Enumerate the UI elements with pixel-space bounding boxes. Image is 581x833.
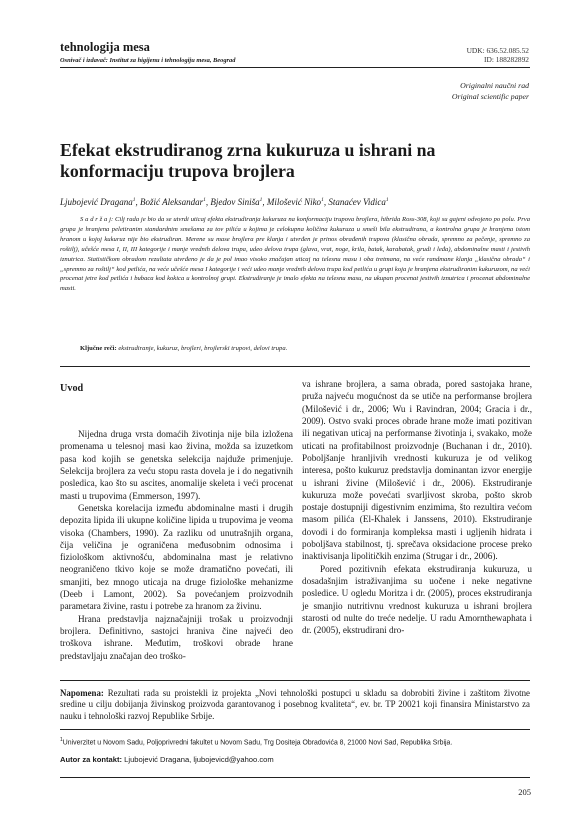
- abstract-rule: [60, 366, 530, 367]
- column-right: [302, 378, 532, 637]
- abstract-label: S a d r ž a j:: [80, 216, 114, 223]
- author-name: Ljubojević Dragana: [60, 197, 133, 207]
- paper-type-en: Original scientific paper: [451, 92, 529, 101]
- funding-note: [60, 688, 530, 722]
- column-left: [60, 428, 293, 662]
- keywords-text: ekstrudiranje, kukuruz, brojleri, brojlerski trupovi, delovi trupa.: [118, 345, 288, 352]
- body-paragraph: va ishrane brojlera, a sama obrada, pored sastojaka hrane, pruža najveću mogućnost da se utiče na performanse brojlera (Milošević i dr., 2006; Wu i Ravindran, 2004; Gracia i dr., 2009). Ostvo svaki proces obrade hrane može imati pozitivan ili negativan uticaj na performanse životinja i, svakako, može uticati na profitabilnost proizvodnje (Buchanan i dr., 2010). Poboljšanje hranljivih vrednosti kukuruza je od velikog interesa, pošto kukuruz predstavlja dominantan izvor energije u ishrani živine (Milošević i dr., 2006). Ekstrudiranje kukuruza može povećati svarljivost skroba, pošto skrob postaje dostupniji digestivnim enzimima, što rezultira većom masom pilića (El-Khalek i Janssens, 2010). Ekstrudiranje dovodi i do formiranja kompleksa masti i ugljenih hidrata i poboljšava stabilnost, tj. sprečava oksidacione procese preko inaktivisanja lipolitičkih enzima (Strugar i dr., 2006).: [302, 379, 532, 562]
- udk-code: UDK: 636.52.085.52: [466, 46, 529, 55]
- body-paragraph: Pored pozitivnih efekata ekstrudiranja kukuruza, u dosadašnjim istraživanjima su uočene i neke negativne posledice. U ogledu Moritza i dr. (2005), proces ekstrudiranja je smanjio nutritivnu vrednost kukuruza u ishrani brojlera starosti od nulte do treće nedelje. U radu Amornthewaphata i dr. (2005), ekstrudirani dro-: [302, 563, 532, 636]
- contact: [60, 755, 274, 764]
- paper-type-sr: Originalni naučni rad: [460, 81, 529, 90]
- author-affiliation-sup: 1: [321, 197, 324, 203]
- affiliation-text: Univerzitet u Novom Sadu, Poljoprivredni fakultet u Novom Sadu, Trg Dositeja Obradovića 8, 21000 Novi Sad, Republika Srbija.: [62, 739, 453, 747]
- publisher-line: Osnivač i izdavač: Institut za higijenu i tehnologiju mesa, Beograd: [60, 57, 236, 64]
- body-paragraph: Nijedna druga vrsta domaćih životinja nije bila izložena promenama u telesnoj masi kao živina, možda sa izuzetkom pasa kod kojih se genetska selekcija najduže primenjuje. Selekcija brojlera za veću stopu rasta dovela je i do negativnih posledica, kao što su ascites, anomalije skeleta i veći procenat masti u trupovima (Emmerson, 1997).: [60, 429, 293, 501]
- paper-type: [452, 80, 529, 102]
- affiliation-sup: 1: [60, 737, 63, 743]
- note-text: Rezultati rada su proistekli iz projekta „Novi tehnološki postupci u skladu sa dobrobiti živine i zaštitom životne sredine u cilju dobijanja živinskog proizvoda garantovanog i posebnog kvaliteta“, ev. br. TP 20021 koji finansira Ministarstvo za nauku i tehnološki razvoj Republike Srbije.: [60, 688, 530, 721]
- footnote-rule: [60, 680, 530, 681]
- author-name: Stanaćev Vidica: [328, 197, 386, 207]
- article-title: [60, 140, 520, 181]
- article-title-line1: Efekat ekstrudiranog zrna kukuruza u ishrani na: [60, 140, 436, 160]
- body-paragraph: Genetska korelacija između abdominalne masti i drugih depozita lipida ili ukupne količine lipida u trupovima je veoma visoka (Chambers, 1990). Za razliku od unutrašnjih organa, čija veličina je ograničena međusobnim odnosima i fiziološkom aktivnošću, abdominalna mast je relativno neograničeno tkivo koje se može dramatično povećati, ili smanjiti, bez mnogo uticaja na druge fiziološke mehanizme (Deeb i Lamont, 2002). Sa povećanjem proizvodnih parametara živine, rastu i potrebe za hranom za živinu.: [60, 502, 293, 612]
- keywords: [80, 345, 530, 352]
- section-heading: Uvod: [60, 383, 84, 394]
- author-list: Ljubojević Dragana$^1$, Božić Aleksandar$^1$, Bjedov Siniša$^1$, Milošević Niko$^1$, Stanaćev Vidica$^1$: [60, 197, 389, 207]
- author-name: Bjedov Siniša: [210, 197, 260, 207]
- note-label: Napomena:: [60, 688, 104, 698]
- affiliation-rule: [60, 729, 530, 730]
- page-number: 205: [518, 787, 531, 797]
- author-name: Milošević Niko: [266, 197, 322, 207]
- udk-block: [467, 46, 529, 64]
- author-name: Božić Aleksandar: [140, 197, 204, 207]
- author-affiliation-sup: 1: [203, 197, 206, 203]
- bottom-rule: [60, 777, 530, 778]
- author-affiliation-sup: 1: [259, 197, 263, 203]
- record-id: ID: 188282892: [484, 55, 529, 64]
- header-rule: [60, 67, 530, 68]
- contact-label: Autor za kontakt:: [60, 755, 123, 764]
- author-affiliation-sup: 1: [132, 197, 136, 203]
- author-affiliation-sup: 1: [385, 197, 389, 203]
- abstract: [60, 215, 530, 294]
- keywords-label: Ključne reči:: [80, 345, 117, 352]
- contact-text: Ljubojević Dragana, ljubojevicd@yahoo.com: [124, 755, 274, 764]
- body-paragraph: Hrana predstavlja najznačajniji trošak u proizvodnji brojlera. Definitivno, sastojci hraniva čine najveći deo troškova ishrane. Međutim, troškovi obrade hrane predstavljaju značajan deo troško-: [60, 613, 293, 661]
- journal-title: tehnologija mesa: [60, 40, 150, 54]
- affiliation: [60, 737, 530, 746]
- abstract-text: Cilj rada je bio da se utvrdi uticaj efekta ekstrudiranja kukuruza na konformaciju trupova brojlera, hibrida Ross-308, koji su gajeni odvojeno po polu. Prva grupa je hranjena peletiranim standardnim smešama za tov pilića u kojima je celokupna količina kukuruza u smeši bila ekstrudirana, a kontrolna grupa je hranjena istom hranom u kojoj kukuruz nije bio ekstrudiran. Merene su mase brojlera pre klanja i utvrđen je prinos obrađenih trupova (klasična obrada, spremno za pečenje, spremno za roštilj), učešće mesa I, II, III kategorije i manje vrednih delova trupa, udeo delova trupa (glava, vrat, noge, krila, batak, karabatak, grudi i leđa), abdominalne masti i jestivih iznutrica. Statističkom obradom rezultata utvrđeno je da je pol imao visoko značajan uticaj na telesnu masu i oba tretmana, na veće randmane klanja „klasična obrada“ i „spremno za roštilj“ kod petlića, na veće učešće mesa I kategorije i veći udeo manje vrednih delova trupa kod petlića u grupi koja je hranjena ekstrudiranim kukuruzom, na veći procenat jetre kod petlića i bubaca kod kokica u kontrolnoj grupi. Ekstrudiranje je imalo efekta na telesnu masu, na ukupan procenat jestivih iznutrica i procenat abdominalne masti.: [60, 216, 531, 293]
- article-title-line2: konformaciju trupova brojlera: [60, 160, 295, 181]
